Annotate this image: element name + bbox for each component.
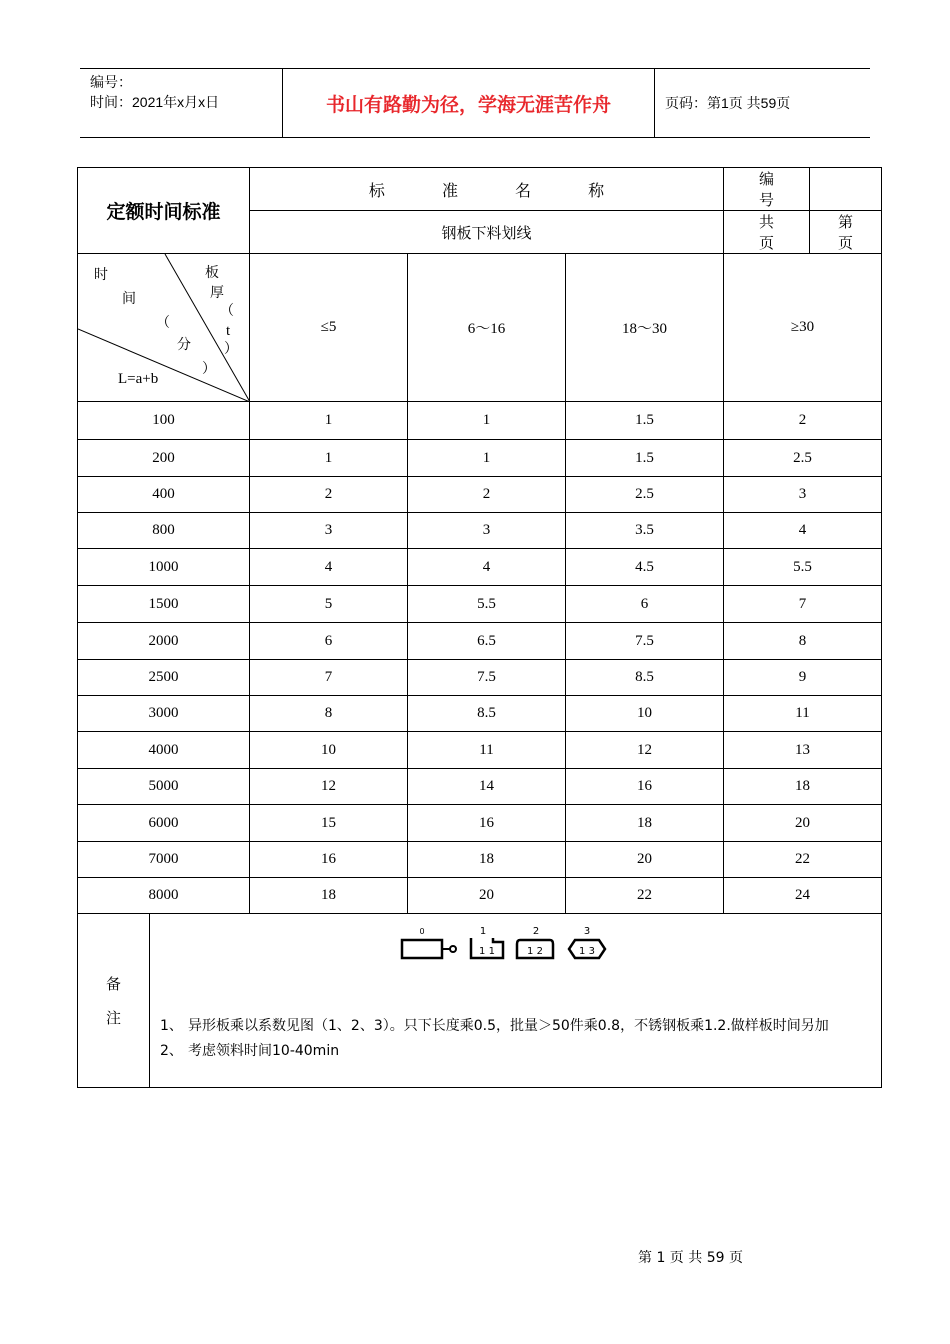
diag-plate-char-2: 厚 [210, 285, 224, 301]
diag-min-open: （ [156, 315, 170, 331]
row-value-4: 8 [724, 623, 882, 660]
table-title: 定额时间标准 [78, 168, 250, 254]
table-row [78, 549, 882, 586]
note-number: 1、 [160, 1018, 183, 1034]
diag-formula: L=a+b [118, 371, 159, 387]
row-value-1: 15 [250, 805, 408, 842]
row-value-2: 5.5 [408, 586, 566, 623]
row-length: 2000 [78, 623, 250, 660]
row-value-1: 1 [250, 440, 408, 477]
table-row [78, 440, 882, 477]
col-header-4: ≥30 [724, 254, 882, 402]
row-value-4: 13 [724, 732, 882, 769]
diag-t-close: ） [224, 341, 238, 357]
shape-figures [400, 926, 610, 966]
row-value-4: 11 [724, 696, 882, 732]
motto: 书山有路勤为径，学海无涯苦作舟 [282, 69, 655, 137]
serial-label: 编号： [90, 74, 132, 90]
notes-list [160, 1014, 875, 1064]
row-value-1: 1 [250, 402, 408, 440]
shape-figure-1 [471, 926, 503, 958]
header-meta [80, 69, 282, 137]
diagonal-header-cell [78, 254, 250, 402]
svg-text:0: 0 [419, 927, 425, 936]
row-value-1: 12 [250, 769, 408, 805]
row-value-2: 14 [408, 769, 566, 805]
row-value-4: 7 [724, 586, 882, 623]
table-row [78, 402, 882, 440]
remarks-label-2: 注 [105, 1008, 121, 1027]
table-row [78, 805, 882, 842]
row-value-2: 6.5 [408, 623, 566, 660]
number-label: 编 号 [724, 168, 810, 211]
row-value-1: 4 [250, 549, 408, 586]
row-value-4: 22 [724, 842, 882, 878]
table-row [78, 660, 882, 696]
row-value-3: 3.5 [566, 513, 724, 549]
row-value-2: 16 [408, 805, 566, 842]
table-row [78, 878, 882, 914]
page-info: 页码：第1页 共59页 [665, 95, 791, 111]
remarks-cell [150, 914, 882, 1088]
row-value-2: 2 [408, 477, 566, 513]
col-header-1: ≤5 [250, 254, 408, 402]
row-value-3: 22 [566, 878, 724, 914]
row-value-2: 8.5 [408, 696, 566, 732]
note-item [160, 1014, 875, 1039]
row-length: 1500 [78, 586, 250, 623]
number-value [810, 168, 882, 211]
row-value-2: 7.5 [408, 660, 566, 696]
shape-figure-0 [402, 927, 456, 958]
row-value-4: 4 [724, 513, 882, 549]
row-length: 6000 [78, 805, 250, 842]
time-standard-table [77, 167, 882, 1088]
std-name-value: 钢板下料划线 [250, 211, 724, 254]
row-value-2: 4 [408, 549, 566, 586]
row-value-3: 8.5 [566, 660, 724, 696]
row-value-2: 11 [408, 732, 566, 769]
row-value-4: 24 [724, 878, 882, 914]
row-value-1: 7 [250, 660, 408, 696]
table-row [78, 477, 882, 513]
row-value-1: 6 [250, 623, 408, 660]
row-value-3: 12 [566, 732, 724, 769]
svg-text:1: 1 [479, 926, 487, 937]
svg-text:2: 2 [532, 926, 540, 937]
shape-figure-2 [517, 926, 553, 958]
diag-min: 分 [177, 337, 191, 353]
row-value-4: 3 [724, 477, 882, 513]
row-value-2: 1 [408, 402, 566, 440]
row-value-1: 2 [250, 477, 408, 513]
row-value-3: 16 [566, 769, 724, 805]
row-value-2: 3 [408, 513, 566, 549]
row-value-3: 18 [566, 805, 724, 842]
row-value-2: 18 [408, 842, 566, 878]
table-row [78, 586, 882, 623]
data-rows [78, 402, 882, 914]
page-header [80, 68, 870, 138]
row-value-1: 18 [250, 878, 408, 914]
std-name-label: 标 准 名 称 [250, 168, 724, 211]
row-length: 5000 [78, 769, 250, 805]
diag-t-open: （ [220, 303, 234, 319]
row-value-3: 1.5 [566, 402, 724, 440]
row-length: 800 [78, 513, 250, 549]
row-length: 100 [78, 402, 250, 440]
row-value-1: 3 [250, 513, 408, 549]
table-row [78, 696, 882, 732]
row-value-4: 2.5 [724, 440, 882, 477]
col-header-2: 6～16 [408, 254, 566, 402]
row-length: 8000 [78, 878, 250, 914]
note-item [160, 1039, 875, 1064]
note-text: 考虑领料时间10-40min [188, 1043, 340, 1059]
row-length: 7000 [78, 842, 250, 878]
row-value-2: 20 [408, 878, 566, 914]
row-value-4: 5.5 [724, 549, 882, 586]
row-value-1: 16 [250, 842, 408, 878]
svg-text:1 2: 1 2 [527, 946, 543, 957]
table-row [78, 732, 882, 769]
row-value-4: 9 [724, 660, 882, 696]
note-text: 异形板乘以系数见图（1、2、3）。只下长度乘0.5，批量＞50件乘0.8，不锈钢板乘1.2.做样板时间另加 [188, 1018, 829, 1034]
shape-figure-3 [569, 926, 605, 958]
row-length: 400 [78, 477, 250, 513]
svg-text:1 3: 1 3 [579, 946, 595, 957]
row-value-3: 1.5 [566, 440, 724, 477]
table-row [78, 842, 882, 878]
row-length: 1000 [78, 549, 250, 586]
row-value-3: 20 [566, 842, 724, 878]
row-value-3: 4.5 [566, 549, 724, 586]
col-header-3: 18～30 [566, 254, 724, 402]
row-value-2: 1 [408, 440, 566, 477]
table-row [78, 623, 882, 660]
diag-min-close: ） [202, 361, 216, 377]
row-length: 200 [78, 440, 250, 477]
diag-t: t [226, 323, 231, 339]
note-number: 2、 [160, 1043, 183, 1059]
row-value-4: 20 [724, 805, 882, 842]
row-value-1: 10 [250, 732, 408, 769]
table-row [78, 769, 882, 805]
time-label: 时间：2021年x月x日 [90, 94, 220, 110]
diag-time-char-2: 间 [122, 291, 136, 307]
svg-text:3: 3 [583, 926, 591, 937]
row-value-3: 2.5 [566, 477, 724, 513]
row-value-3: 6 [566, 586, 724, 623]
row-value-1: 8 [250, 696, 408, 732]
row-value-4: 18 [724, 769, 882, 805]
row-value-3: 10 [566, 696, 724, 732]
diag-time-char-1: 时 [94, 267, 108, 283]
remarks-label [78, 914, 150, 1088]
diag-plate-char-1: 板 [205, 265, 219, 281]
total-pages-label: 共 页 [724, 211, 810, 254]
page-label: 第 页 [810, 211, 882, 254]
table-row [78, 513, 882, 549]
remarks-label-1: 备 [105, 974, 121, 993]
row-length: 3000 [78, 696, 250, 732]
row-length: 2500 [78, 660, 250, 696]
row-value-1: 5 [250, 586, 408, 623]
page-footer: 第 1 页 共 59 页 [638, 1250, 743, 1266]
svg-text:1 1: 1 1 [479, 946, 495, 957]
row-value-4: 2 [724, 402, 882, 440]
row-length: 4000 [78, 732, 250, 769]
row-value-3: 7.5 [566, 623, 724, 660]
